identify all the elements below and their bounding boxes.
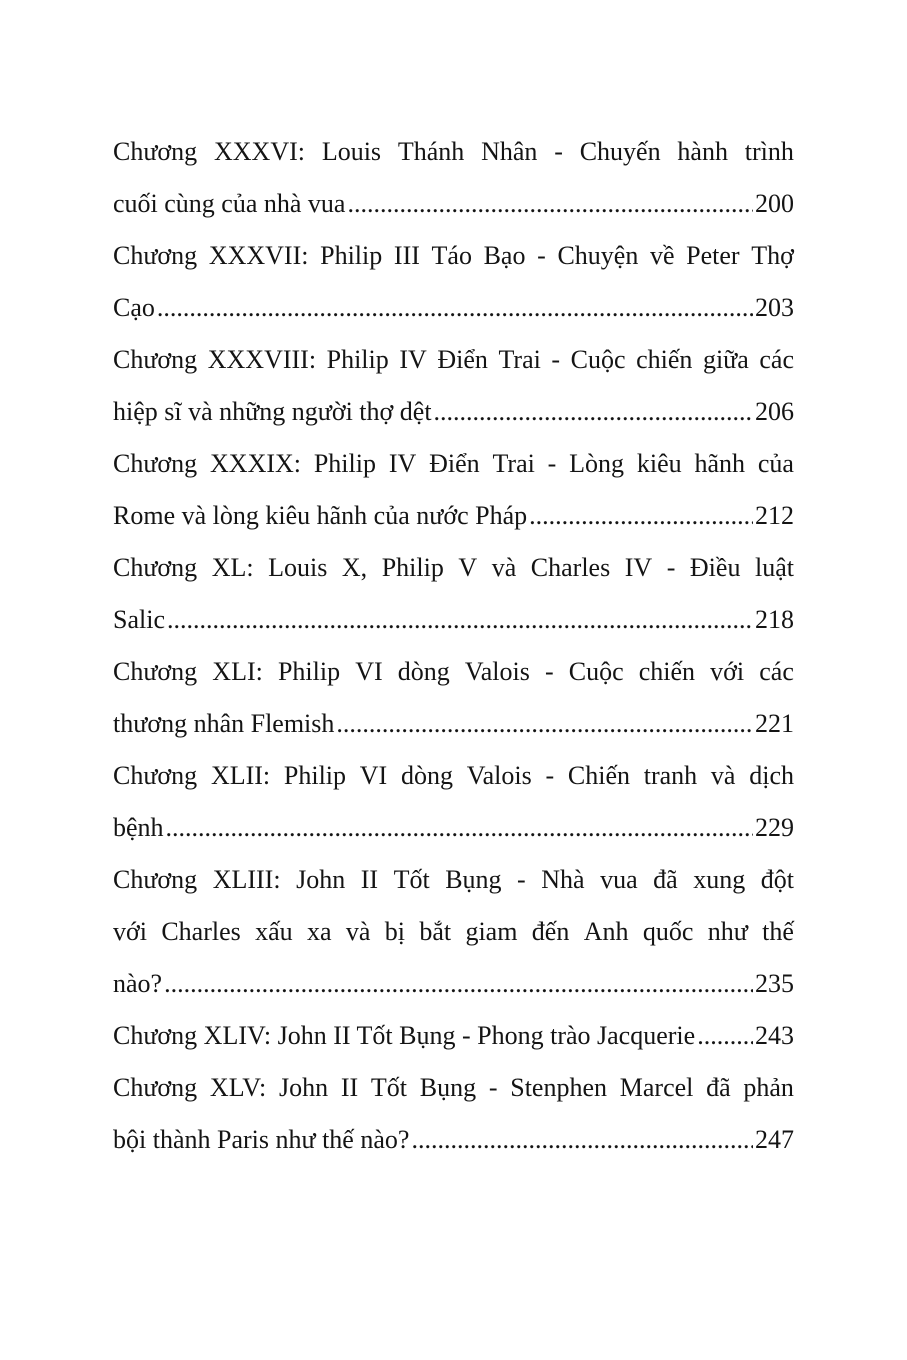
dot-leader	[336, 698, 753, 750]
toc-page-number: 203	[755, 293, 794, 322]
dot-leader	[164, 958, 753, 1010]
toc-entry-title-end: thương nhân Flemish	[113, 709, 335, 738]
toc-entry-leader-line	[113, 958, 794, 1010]
toc-page-number: 206	[755, 397, 794, 426]
toc-page-number: 235	[755, 969, 794, 998]
toc-entry-leader-line	[113, 802, 794, 854]
toc-entry-leader-line	[113, 178, 794, 230]
toc-page-number: 218	[755, 605, 794, 634]
toc-entry-title-line: Chương XLV: John II Tốt Bụng - Stenphen Marcel đã phản	[113, 1073, 794, 1102]
toc-page-number: 229	[755, 813, 794, 842]
toc-page-number: 247	[755, 1125, 794, 1154]
toc-entry-title-end: hiệp sĩ và những người thợ dệt	[113, 397, 432, 426]
toc-entry-leader-line	[113, 1114, 794, 1166]
toc-entry[interactable]	[113, 334, 794, 438]
toc-entry[interactable]	[113, 126, 794, 230]
toc-entry-title-line: với Charles xấu xa và bị bắt giam đến Anh quốc như thế	[113, 917, 794, 946]
toc-entry-title-end: nào?	[113, 969, 163, 998]
toc-page-number: 212	[755, 501, 794, 530]
toc-entry-title-end: Chương XLIV: John II Tốt Bụng - Phong trào Jacquerie	[113, 1021, 696, 1050]
toc-entry[interactable]	[113, 750, 794, 854]
toc-entry-leader-line	[113, 698, 794, 750]
toc-entry-title-end: Salic	[113, 605, 165, 634]
dot-leader	[697, 1010, 753, 1062]
toc-entry-leader-line	[113, 490, 794, 542]
dot-leader	[434, 386, 753, 438]
toc-entry-title-end: cuối cùng của nhà vua	[113, 189, 346, 218]
toc-entry-leader-line	[113, 1010, 794, 1062]
toc-entry[interactable]	[113, 230, 794, 334]
dot-leader	[529, 490, 753, 542]
toc-entry-title-line: Chương XXXIX: Philip IV Điển Trai - Lòng kiêu hãnh của	[113, 449, 794, 478]
dot-leader	[347, 178, 753, 230]
toc-entry-leader-line	[113, 282, 794, 334]
toc-entry-leader-line	[113, 386, 794, 438]
dot-leader	[157, 282, 753, 334]
toc-entry-title-line: Chương XLII: Philip VI dòng Valois - Chiến tranh và dịch	[113, 761, 794, 790]
toc-entry[interactable]	[113, 438, 794, 542]
toc-entry-title-line: Chương XXXVII: Philip III Táo Bạo - Chuyện về Peter Thợ	[113, 241, 794, 270]
toc-entry[interactable]	[113, 646, 794, 750]
toc-entry-title-end: bội thành Paris như thế nào?	[113, 1125, 410, 1154]
toc-entry-title-line: Chương XLI: Philip VI dòng Valois - Cuộc chiến với các	[113, 657, 794, 686]
toc-entry[interactable]	[113, 542, 794, 646]
toc-entry-title-line: Chương XXXVIII: Philip IV Điển Trai - Cuộc chiến giữa các	[113, 345, 794, 374]
toc-entry-title-line: Chương XLIII: John II Tốt Bụng - Nhà vua đã xung đột	[113, 865, 794, 894]
toc-entry-title-line: Chương XXXVI: Louis Thánh Nhân - Chuyến hành trình	[113, 137, 794, 166]
toc-entry-title-end: bệnh	[113, 813, 164, 842]
toc-entry[interactable]	[113, 1062, 794, 1166]
toc-entry-title-end: Rome và lòng kiêu hãnh của nước Pháp	[113, 501, 528, 530]
toc-page-number: 200	[755, 189, 794, 218]
dot-leader	[167, 594, 753, 646]
toc-entry-title-end: Cạo	[113, 293, 155, 322]
table-of-contents	[113, 126, 794, 1166]
toc-entry-leader-line	[113, 594, 794, 646]
dot-leader	[166, 802, 753, 854]
toc-entry[interactable]	[113, 854, 794, 1010]
toc-entry-title-line: Chương XL: Louis X, Philip V và Charles IV - Điều luật	[113, 553, 794, 582]
toc-page-number: 243	[755, 1021, 794, 1050]
dot-leader	[411, 1114, 753, 1166]
toc-entry[interactable]	[113, 1010, 794, 1062]
toc-page-number: 221	[755, 709, 794, 738]
